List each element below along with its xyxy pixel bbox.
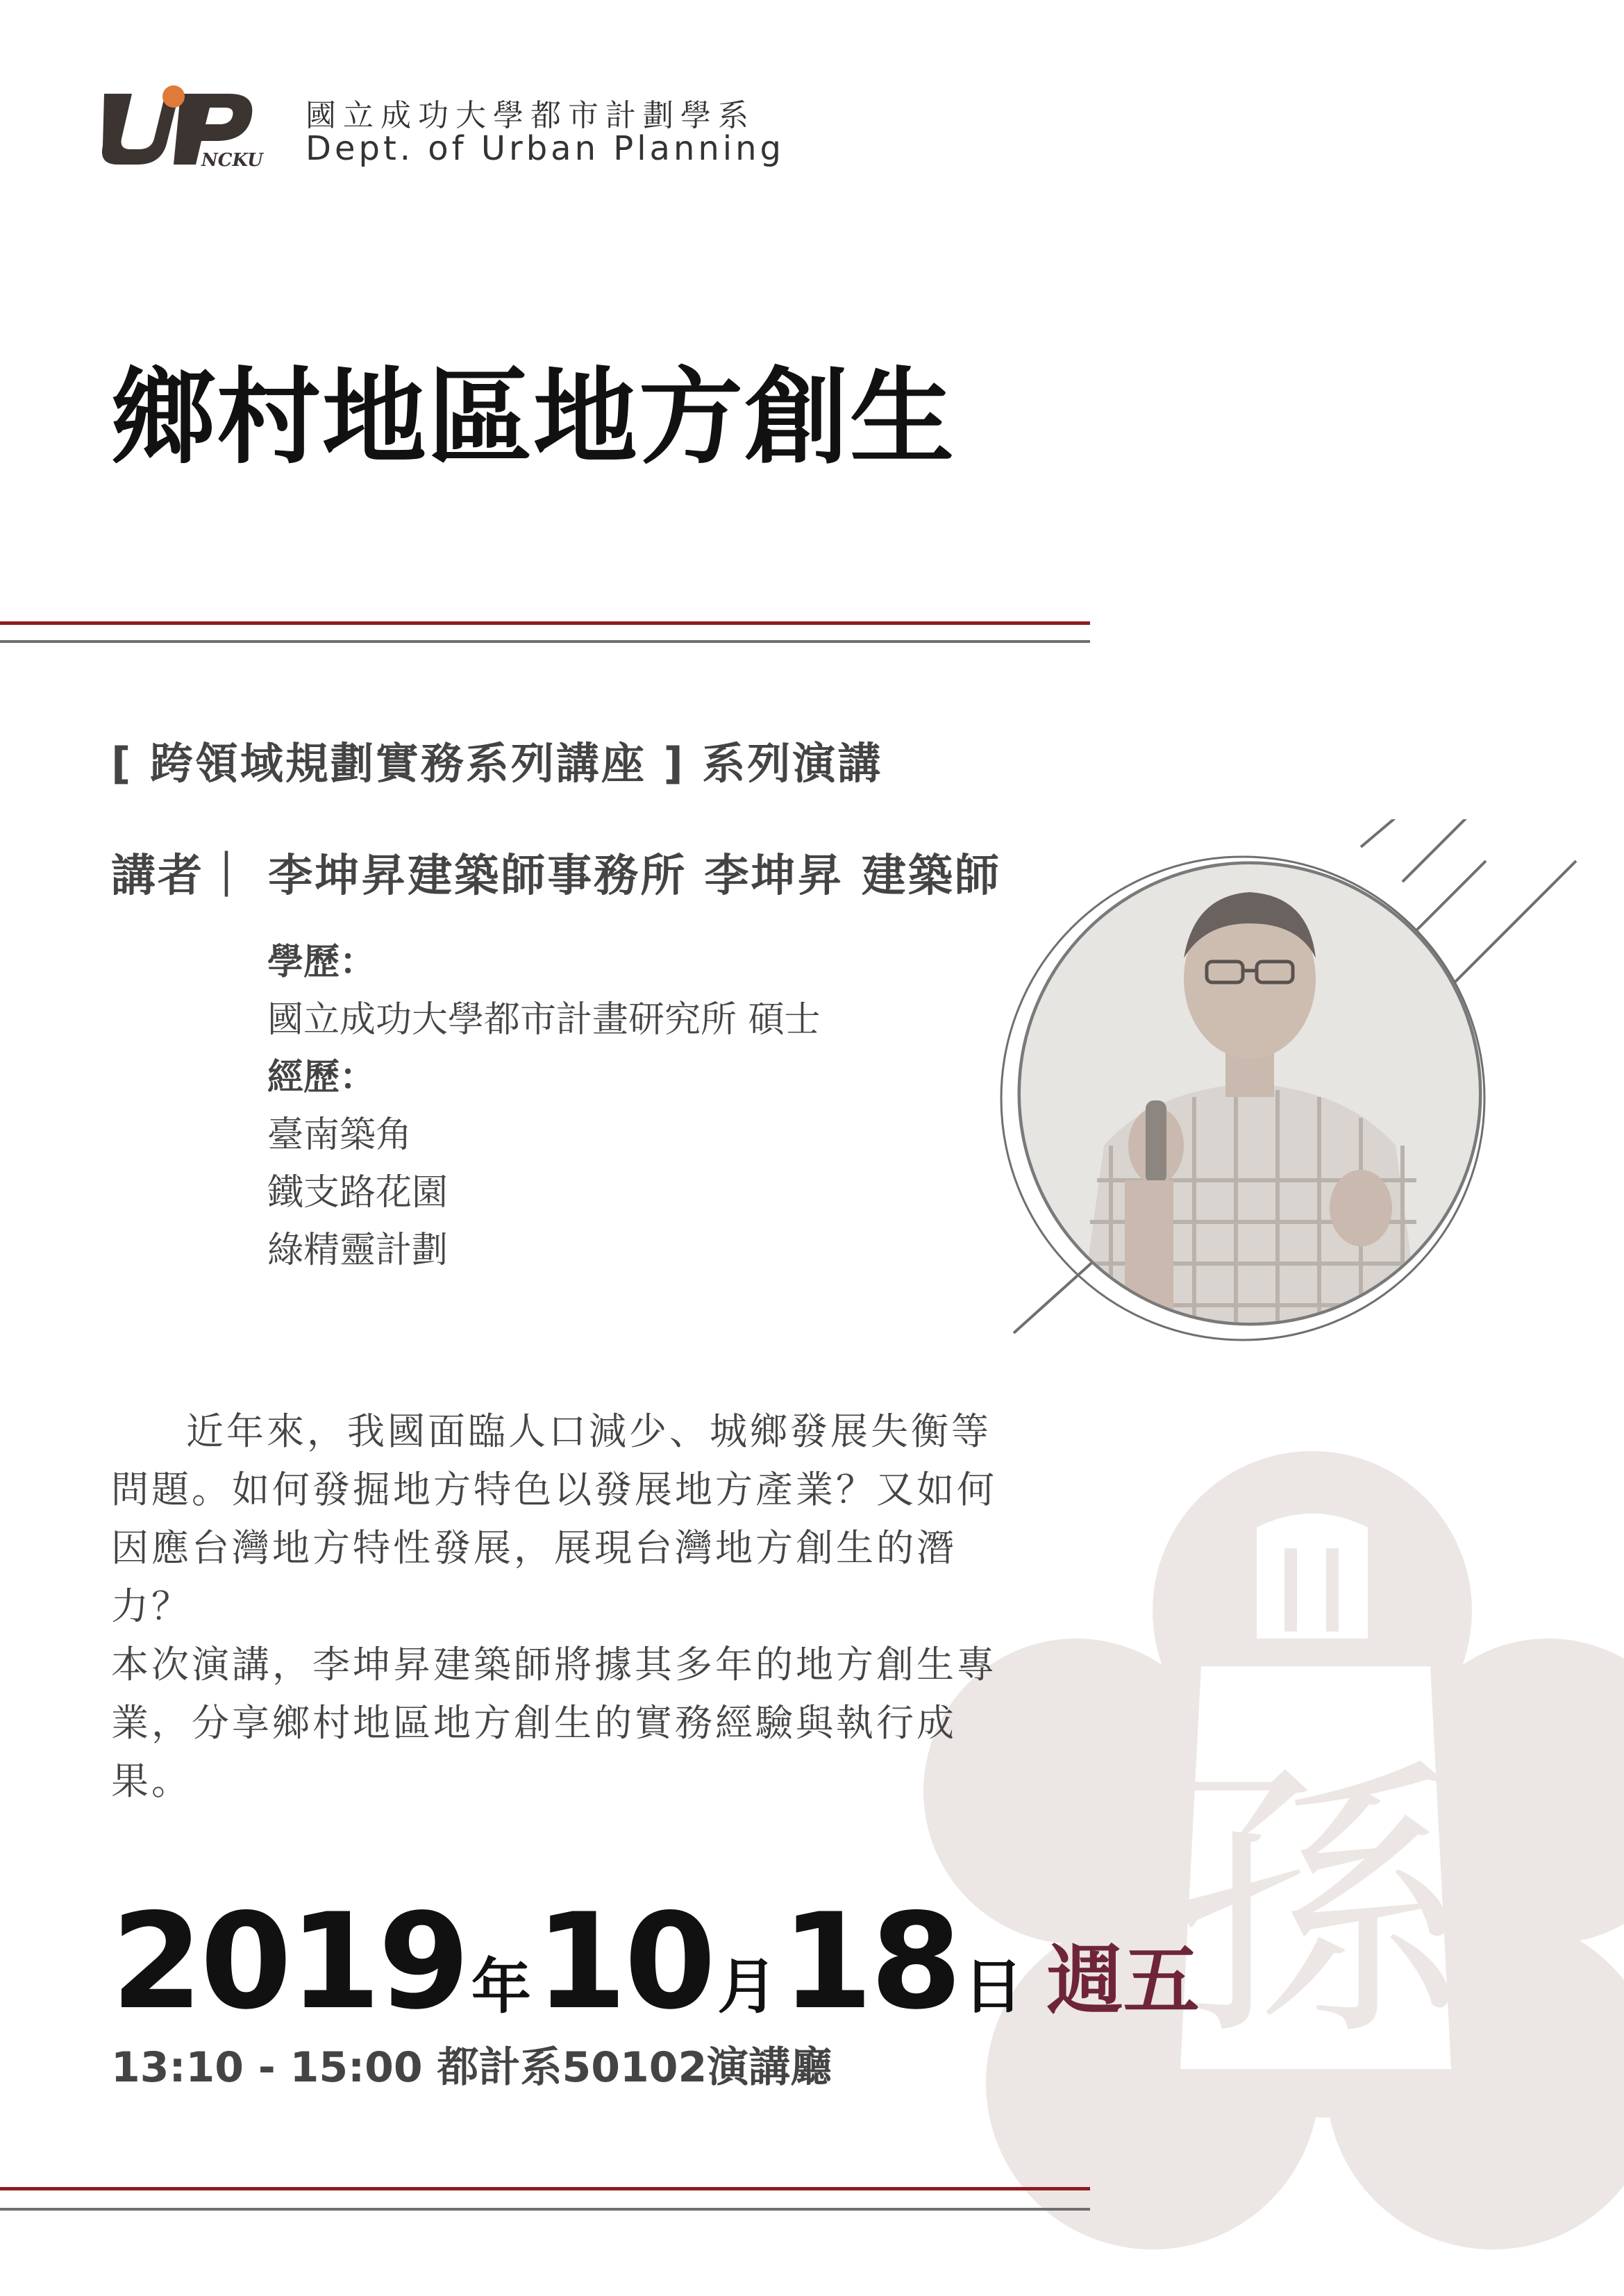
speaker-cv bbox=[267, 934, 821, 1280]
date-year: 2019 bbox=[111, 1885, 467, 2038]
experience-item: 鐵支路花園 bbox=[267, 1172, 449, 1214]
emblem-character: 孫 bbox=[1170, 1736, 1462, 2076]
event-date bbox=[111, 1885, 1200, 2038]
speaker-portrait bbox=[972, 819, 1597, 1347]
bottom-rule-gray bbox=[0, 2208, 1090, 2211]
education-heading: 學歷： bbox=[267, 941, 376, 983]
education-item: 國立成功大學都市計畫研究所 碩士 bbox=[267, 999, 821, 1041]
department-name-en: Dept. of Urban Planning bbox=[305, 129, 785, 168]
top-rule-red bbox=[0, 621, 1090, 625]
date-day: 18 bbox=[781, 1885, 960, 2038]
bottom-rule-red bbox=[0, 2187, 1090, 2190]
date-year-unit: 年 bbox=[471, 1952, 531, 2022]
top-rule-gray bbox=[0, 640, 1090, 643]
lecture-title: 鄉村地區地方創生 bbox=[111, 358, 956, 478]
experience-heading: 經歷： bbox=[267, 1057, 376, 1098]
date-weekday: 週五 bbox=[1046, 1936, 1200, 2025]
experience-item: 臺南築角 bbox=[267, 1114, 412, 1156]
speaker-line: 講者｜ 李坤昇建築師事務所 李坤昇 建築師 bbox=[111, 850, 1001, 902]
department-logo bbox=[97, 80, 278, 170]
time-and-venue: 13:10 - 15:00 都計系50102演講廳 bbox=[111, 2043, 832, 2092]
series-name: [ 跨領域規劃實務系列講座 ] 系列演講 bbox=[111, 738, 883, 789]
description-line: 本次演講，李坤昇建築師將據其多年的地方創生專 bbox=[111, 1643, 997, 1686]
description-line: 因應台灣地方特性發展，展現台灣地方創生的潛力？ bbox=[111, 1526, 957, 1628]
description-line: 問題。如何發掘地方特色以發展地方產業？又如何 bbox=[111, 1468, 997, 1511]
date-month: 10 bbox=[535, 1885, 714, 2038]
experience-item: 綠精靈計劃 bbox=[267, 1230, 449, 1271]
logo-sub-text: NCKU bbox=[201, 150, 263, 170]
date-day-unit: 日 bbox=[963, 1952, 1023, 2022]
description-line: 業，分享鄉村地區地方創生的實務經驗與執行成果。 bbox=[111, 1701, 957, 1803]
department-name-zh: 國立成功大學都市計劃學系 bbox=[305, 98, 755, 133]
lecture-description bbox=[111, 1402, 1028, 1811]
university-emblem bbox=[923, 1402, 1624, 2296]
description-line: 近年來，我國面臨人口減少、城鄉發展失衡等 bbox=[186, 1409, 991, 1453]
date-month-unit: 月 bbox=[717, 1952, 778, 2022]
